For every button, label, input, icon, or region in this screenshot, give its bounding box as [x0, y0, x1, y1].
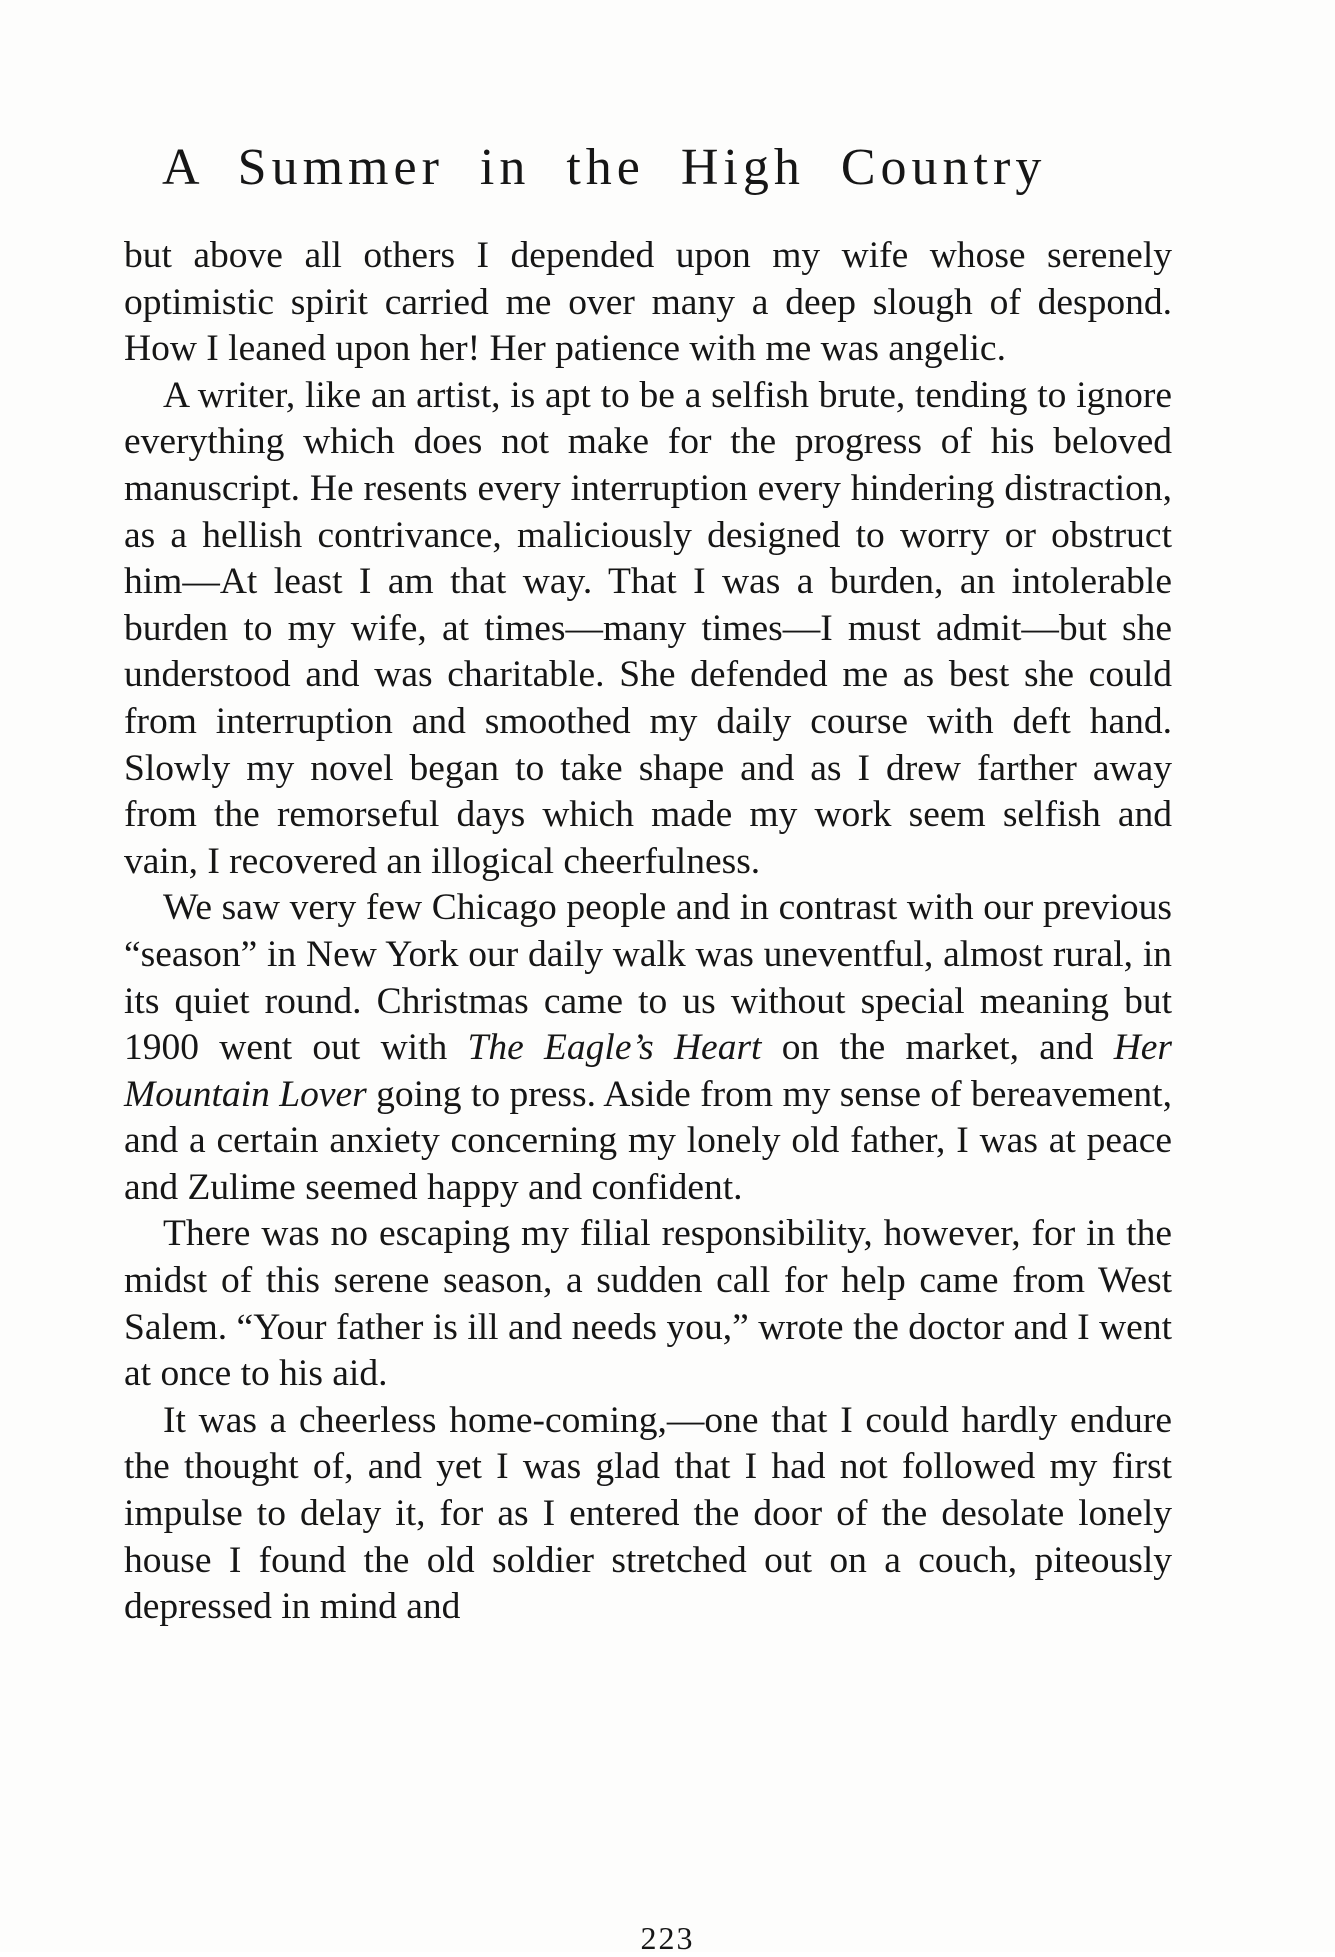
paragraph-3: [124, 885, 1172, 1211]
text-segment: but above all others I depended upon my wife whose serenely optimistic spirit carried me over many a deep slough of despond. How I leaned upon her! Her patience with me was angelic.: [124, 235, 1172, 370]
page-number: 223: [640, 1920, 695, 1956]
book-title-eagles-heart: The Eagle’s Heart: [467, 1027, 762, 1069]
body-text: [124, 233, 1172, 1631]
paragraph-4: [124, 1211, 1172, 1397]
text-segment: It was a cheerless home-coming,—one that I could hardly endure the thought of, and yet I was glad that I had not followed my first impulse to delay it, for as I entered the door of the desolate lonely house I found the old soldier stretched out on a couch, piteously depressed in mind and: [124, 1399, 1172, 1628]
book-title-her-mountain-lover: Her Mountain Lover: [124, 1027, 1173, 1115]
text-segment: A writer, like an artist, is apt to be a selfish brute, tending to ignore everything which does not make for the progress of his beloved manuscript. He resents every interruption every hindering distraction, as a hellish contrivance, maliciously designed to worry or obstruct him—At least I am that way. That I was a burden, an intolerable burden to my wife, at times—many times—I must admit—but she understood and was charitable. She defended me as best she could from interruption and smoothed my daily course with deft hand. Slowly my novel began to take shape and as I drew farther away from the remorseful days which made my work seem selfish and vain, I recovered an illogical cheerfulness.: [124, 374, 1172, 882]
text-segment: going to press. Aside from my sense of bereavement, and a certain anxiety concerning my lonely old father, I was at peace and Zulime seemed happy and confident.: [124, 1073, 1172, 1208]
paragraph-1: [124, 233, 1172, 373]
text-segment: We saw very few Chicago people and in contrast with our previous “season” in New York our daily walk was uneventful, almost rural, in its quiet round. Christmas came to us without special meaning but 1900 went out with: [124, 887, 1172, 1069]
text-segment: There was no escaping my filial responsibility, however, for in the midst of this serene season, a sudden call for help came from West Salem. “Your father is ill and needs you,” wrote the doctor and I went at once to his aid.: [124, 1213, 1172, 1395]
paragraph-5: [124, 1398, 1172, 1631]
paragraph-2: [124, 373, 1172, 886]
text-segment: on the market, and: [761, 1027, 1114, 1069]
running-header: A Summer in the High Country: [162, 139, 1047, 196]
